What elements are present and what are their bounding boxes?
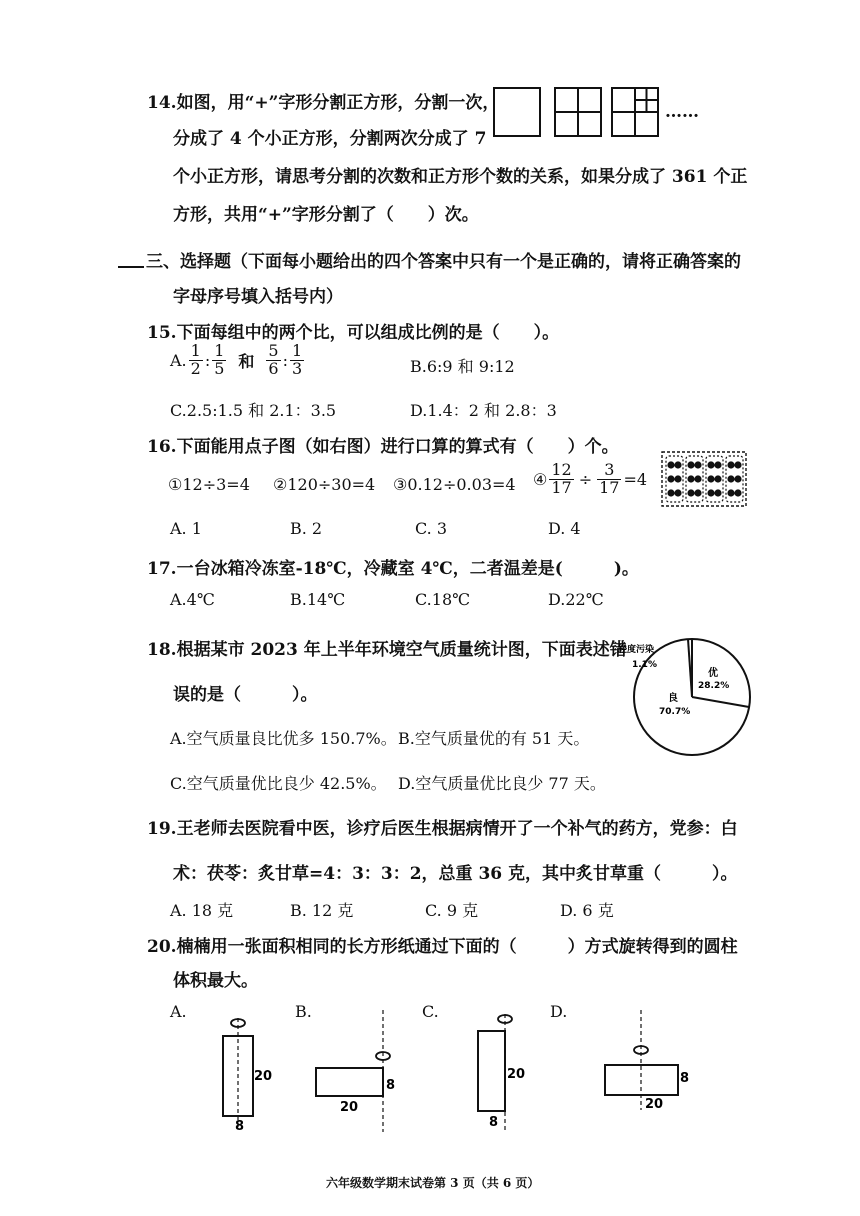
q14-line4: 方形，共用“+”字形分割了（ ）次。 — [173, 205, 479, 225]
q16-option-a: A. 1 — [170, 519, 202, 538]
q18-option-b: B.空气质量优的有 51 天。 — [398, 729, 590, 748]
q16-option-d: D. 4 — [548, 519, 581, 538]
q17-stem: 17.一台冰箱冷冻室-18℃，冷藏室 4℃，二者温差是( )。 — [147, 559, 639, 579]
q20-label-a: A. — [170, 1002, 187, 1021]
q17-option-d: D.22℃ — [548, 590, 604, 609]
fraction: $\frac{1}{3}$ — [292, 341, 303, 378]
q16-expr-2: ②120÷30=4 — [273, 475, 376, 494]
q15-option-c: C.2.5:1.5 和 2.1：3.5 — [170, 401, 337, 420]
q17-option-b: B.14℃ — [290, 590, 346, 609]
q15-stem: 15.下面每组中的两个比，可以组成比例的是（ ）。 — [147, 323, 560, 343]
q16-expr-3: ③0.12÷0.03=4 — [393, 475, 516, 494]
pie-value-light: 1.1% — [632, 660, 657, 670]
svg-text:20: 20 — [645, 1097, 664, 1112]
q19-stem-line2: 术：茯苓：炙甘草=4：3：3：2，总重 36 克，其中炙甘草重（ ）。 — [173, 864, 738, 884]
fraction: $\frac{3}{17}$ — [599, 460, 620, 497]
q19-option-b: B. 12 克 — [290, 901, 354, 920]
q20-stem-line2: 体积最大。 — [173, 971, 258, 991]
figure-c — [478, 1014, 525, 1130]
figure-b — [316, 1010, 395, 1132]
svg-text:20: 20 — [254, 1069, 273, 1084]
figure-a — [223, 1018, 272, 1134]
svg-text:20: 20 — [507, 1067, 526, 1082]
q17-option-a: A.4℃ — [170, 590, 215, 609]
q14-line1: 14.如图，用“+”字形分割正方形，分割一次， — [147, 93, 500, 113]
q19-option-d: D. 6 克 — [560, 901, 614, 920]
q14-line3: 个小正方形，请思考分割的次数和正方形个数的关系，如果分成了 361 个正 — [173, 167, 748, 187]
fraction: $\frac{12}{17}$ — [551, 460, 572, 497]
pie-label-excellent: 优 — [708, 668, 718, 679]
page-footer: 六年级数学期末试卷第 3 页（共 6 页） — [326, 1176, 540, 1190]
svg-text:8: 8 — [680, 1071, 690, 1086]
pie-value-good: 70.7% — [659, 707, 691, 717]
fraction: $\frac{5}{6}$ — [268, 341, 279, 378]
q20-stem-line1: 20.楠楠用一张面积相同的长方形纸通过下面的（ ）方式旋转得到的圆柱 — [147, 937, 738, 957]
q18-option-d: D.空气质量优比良少 77 天。 — [398, 774, 606, 793]
q15-option-b: B.6:9 和 9:12 — [410, 357, 515, 376]
q15-option-d: D.1.4：2 和 2.8：3 — [410, 401, 557, 420]
section3-title-line2: 字母序号填入括号内） — [173, 287, 343, 307]
svg-text:8: 8 — [489, 1115, 499, 1130]
q18-stem-line1: 18.根据某市 2023 年上半年环境空气质量统计图，下面表述错 — [147, 640, 627, 660]
q18-pie-chart — [615, 630, 765, 760]
q20-label-c: C. — [422, 1002, 439, 1021]
pie-divider-right — [692, 697, 749, 707]
q16-expr-4: ④ $\frac{12}{17}$ ÷ $\frac{3}{17}$ =4 — [533, 460, 648, 497]
svg-text:8: 8 — [386, 1078, 396, 1093]
q14-ellipsis: …… — [665, 102, 699, 122]
square-cut-twice — [612, 88, 658, 136]
figure-d — [605, 1010, 689, 1112]
q18-stem-line2: 误的是（ ）。 — [173, 685, 318, 705]
q16-expr-1: ①12÷3=4 — [168, 475, 250, 494]
q20-label-b: B. — [295, 1002, 312, 1021]
q18-option-c: C.空气质量优比良少 42.5%。 — [170, 774, 387, 793]
section3-title: 三、选择题（下面每小题给出的四个答案中只有一个是正确的，请将正确答案的 — [146, 252, 741, 272]
q14-line2: 分成了 4 个小正方形，分割两次分成了 7 — [173, 129, 487, 149]
q19-stem-line1: 19.王老师去医院看中医，诊疗后医生根据病情开了一个补气的药方，党参：白 — [147, 819, 738, 839]
svg-text:8: 8 — [235, 1119, 245, 1134]
q19-option-a: A. 18 克 — [170, 901, 234, 920]
q19-option-c: C. 9 克 — [425, 901, 479, 920]
q18-option-a: A.空气质量良比优多 150.7%。 — [170, 729, 397, 748]
fraction: $\frac{1}{5}$ — [214, 341, 225, 378]
svg-text:20: 20 — [340, 1100, 359, 1115]
q16-stem: 16.下面能用点子图（如右图）进行口算的算式有（ ）个。 — [147, 437, 619, 457]
q16-dot-diagram — [660, 450, 750, 510]
square-cut-once — [555, 88, 601, 136]
pie-label-light: 轻度污染 — [618, 645, 655, 655]
q17-option-c: C.18℃ — [415, 590, 471, 609]
q20-rectangle-figures — [150, 1010, 710, 1135]
pie-label-good: 良 — [668, 693, 678, 704]
q16-option-c: C. 3 — [415, 519, 448, 538]
fraction: $\frac{1}{2}$ — [190, 341, 201, 378]
score-blank-line — [118, 266, 144, 268]
q15-option-a: A. $\frac{1}{2}$ : $\frac{1}{5}$ 和 $\frac{5}{6}$ : $\frac{1}{3}$ — [170, 341, 303, 378]
pie-value-excellent: 28.2% — [698, 681, 730, 691]
q20-label-d: D. — [550, 1002, 568, 1021]
q16-option-b: B. 2 — [290, 519, 323, 538]
square-uncut — [494, 88, 540, 136]
